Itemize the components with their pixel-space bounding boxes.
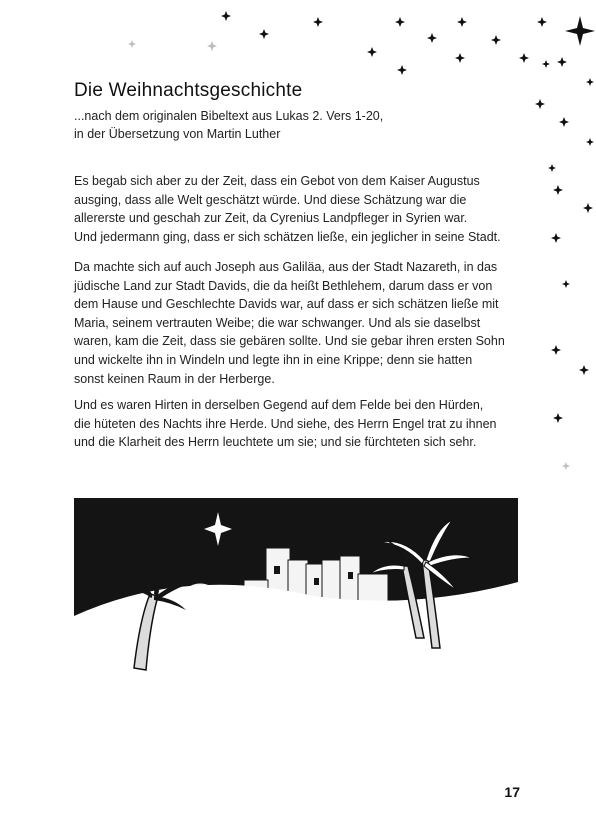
- star-icon: [553, 185, 563, 195]
- text-line: Da machte sich auf auch Joseph aus Galiläa, aus der Stadt Nazareth, in das: [74, 260, 498, 274]
- subtitle: [74, 107, 383, 143]
- star-icon: [519, 53, 529, 63]
- text-line: Es begab sich aber zu der Zeit, dass ein Gebot von dem Kaiser Augustus: [74, 174, 480, 188]
- star-icon: [535, 99, 545, 109]
- text-line: die hüteten des Nachts ihre Herde. Und siehe, des Herrn Engel trat zu ihnen: [74, 416, 497, 431]
- text-line: waren, kam die Zeit, dass sie gebären sollte. Und sie gebar ihren ersten Sohn: [74, 334, 505, 349]
- star-icon: [395, 17, 405, 27]
- paragraph-2: [74, 258, 524, 388]
- paragraph-1: [74, 172, 524, 246]
- star-icon: [537, 17, 547, 27]
- text-line: dem Hause und Geschlechte Davids war, auf dass er sich schätzen ließe mit: [74, 297, 499, 312]
- star-icon: [579, 365, 589, 375]
- subtitle-line: ...nach dem originalen Bibeltext aus Lukas 2. Vers 1-20,: [74, 109, 384, 123]
- star-icon: [562, 462, 570, 470]
- star-icon: [562, 280, 570, 288]
- star-icon: [548, 164, 556, 172]
- text-line: und wickelte ihn in Windeln und legte ihn in eine Krippe; denn sie hatten: [74, 352, 473, 367]
- star-icon: [553, 413, 563, 423]
- star-icon: [551, 233, 561, 243]
- star-icon: [565, 16, 595, 46]
- page-number: 17: [504, 784, 520, 800]
- star-icon: [221, 11, 231, 21]
- star-icon: [427, 33, 437, 43]
- star-icon: [313, 17, 323, 27]
- star-icon: [583, 203, 593, 213]
- text-line: Maria, seinem vertrauten Weibe; die war schwanger. Und als sie daselbst: [74, 315, 481, 330]
- bethlehem-illustration: [74, 498, 518, 710]
- star-icon: [207, 41, 217, 51]
- star-icon: [491, 35, 501, 45]
- star-icon: [557, 57, 567, 67]
- star-icon: [259, 29, 269, 39]
- star-icon: [455, 53, 465, 63]
- text-line: sonst keinen Raum in der Herberge.: [74, 371, 275, 386]
- text-line: Und es waren Hirten in derselben Gegend auf dem Felde bei den Hürden,: [74, 398, 484, 412]
- star-icon: [586, 78, 594, 86]
- star-icon: [551, 345, 561, 355]
- star-icon: [559, 117, 569, 127]
- text-line: Und jedermann ging, dass er sich schätzen ließe, ein jeglicher in seine Stadt.: [74, 229, 501, 244]
- paragraph-3: [74, 396, 524, 452]
- star-icon: [457, 17, 467, 27]
- star-icon: [128, 40, 136, 48]
- text-line: jüdische Land zur Stadt Davids, die da heißt Bethlehem, darum dass er von: [74, 278, 493, 293]
- text-line: und die Klarheit des Herrn leuchtete um sie; und sie fürchteten sich sehr.: [74, 435, 477, 450]
- subtitle-line: in der Übersetzung von Martin Luther: [74, 127, 281, 141]
- star-icon: [397, 65, 407, 75]
- page-title: Die Weihnachtsgeschichte: [74, 80, 303, 101]
- text-line: allererste und geschah zur Zeit, da Cyrenius Landpfleger in Syrien war.: [74, 211, 468, 226]
- text-line: ausging, dass alle Welt geschätzt würde. Und diese Schätzung war die: [74, 192, 467, 207]
- star-icon: [586, 138, 594, 146]
- star-icon: [367, 47, 377, 57]
- star-icon: [542, 60, 550, 68]
